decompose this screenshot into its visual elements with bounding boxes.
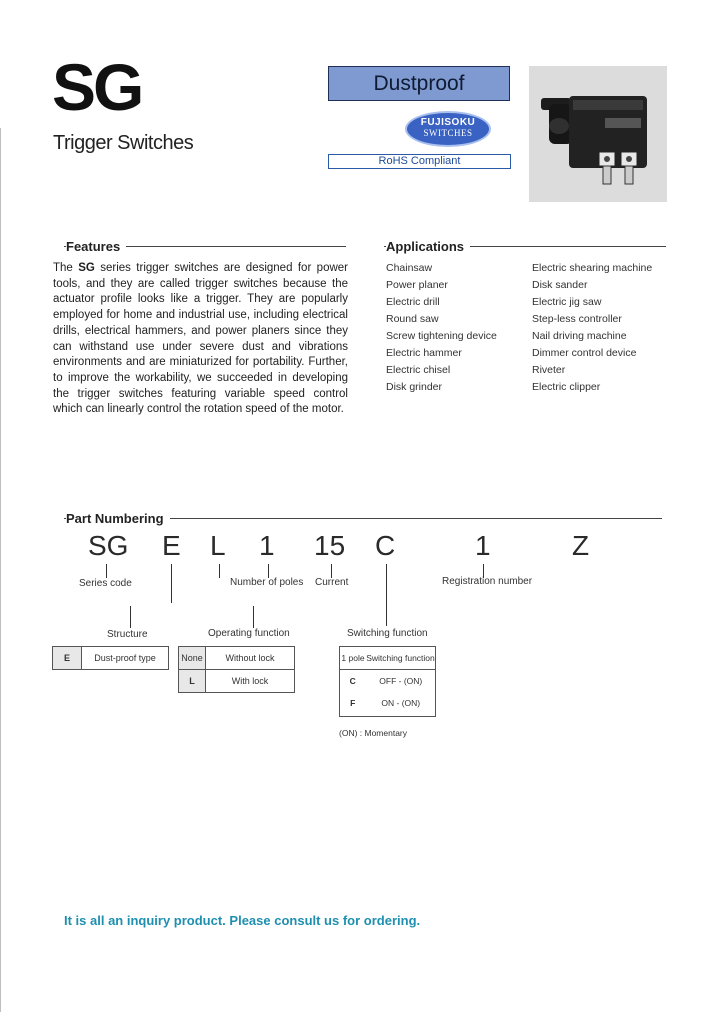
applications-title: Applications <box>386 239 470 254</box>
structure-desc: Dust-proof type <box>82 647 169 670</box>
switching-table-frame <box>339 668 436 717</box>
brand-logo <box>405 111 491 147</box>
application-item: Dimmer control device <box>532 347 637 359</box>
features-series-term: SG <box>78 262 95 274</box>
application-item: Electric jig saw <box>532 296 602 308</box>
structure-code: E <box>53 647 82 670</box>
features-title: Features <box>66 239 126 254</box>
series-code-label: Series code <box>79 578 132 589</box>
table-row <box>179 670 295 693</box>
structure-connector-lower <box>130 606 131 628</box>
structure-table <box>52 646 169 670</box>
structure-label: Structure <box>107 629 148 640</box>
application-item: Chainsaw <box>386 262 433 274</box>
switching-function-label: Switching function <box>347 628 428 639</box>
code-series: SG <box>88 530 129 561</box>
inquiry-notice: It is all an inquiry product. Please consult us for ordering. <box>64 913 421 928</box>
switching-code: F <box>350 698 356 708</box>
product-photo <box>529 66 667 202</box>
rohs-badge: RoHS Compliant <box>328 154 511 169</box>
page-edge-rule <box>0 128 1 1012</box>
features-body: series trigger switches are designed for power tools, and they are called trigger switches because the actuator profile looks like a trigger. They are popularly employed for home and industrial use, including electrical drills, electrical hammers, and power planers since they can withstand use under severe dust and vibrations environments and are miniaturized for portability. Further, to improve the workability, we succeeded in developing the trigger switches featuring variable speed control which can linearly control the rotation speed of the motor. <box>53 262 349 416</box>
registration-number-label: Registration number <box>442 576 533 587</box>
table-row <box>179 647 295 670</box>
momentary-note: (ON) : Momentary <box>339 728 408 738</box>
table-row <box>340 647 436 670</box>
switching-header-desc: Switching function <box>366 647 436 670</box>
series-connector <box>106 564 107 578</box>
application-item: Electric clipper <box>532 381 601 393</box>
operating-code: L <box>179 670 206 693</box>
operating-code: None <box>179 647 206 670</box>
operating-connector-lower <box>253 606 254 628</box>
poles-connector <box>268 564 269 578</box>
code-suffix: Z <box>572 530 590 561</box>
application-item: Electric chisel <box>386 364 451 376</box>
switching-code: C <box>349 676 356 686</box>
structure-connector-upper <box>171 564 172 603</box>
operating-desc: With lock <box>206 670 295 693</box>
application-item: Step-less controller <box>532 313 622 325</box>
application-item: Round saw <box>386 313 439 325</box>
dustproof-badge: Dustproof <box>328 66 510 101</box>
application-item: Electric shearing machine <box>532 262 653 274</box>
operating-connector-upper <box>219 564 220 578</box>
brand-logo-line2: SWITCHES <box>423 128 473 138</box>
code-switching: C <box>375 530 396 561</box>
switching-desc: ON - (ON) <box>381 698 421 708</box>
operating-desc: Without lock <box>206 647 295 670</box>
code-structure: E <box>162 530 181 561</box>
code-operating: L <box>210 530 226 561</box>
table-row <box>53 647 169 670</box>
switching-header-code: 1 pole <box>340 647 367 670</box>
application-item: Electric hammer <box>386 347 462 359</box>
trigger-switch-image <box>529 66 667 202</box>
switching-connector <box>386 564 387 626</box>
application-item: Power planer <box>386 279 448 291</box>
switching-desc: OFF - (ON) <box>379 676 423 686</box>
application-item: Electric drill <box>386 296 440 308</box>
features-paragraph <box>53 261 348 418</box>
current-connector <box>331 564 332 578</box>
features-intro: The <box>53 262 79 274</box>
application-item: Disk sander <box>532 279 588 291</box>
brand-logo-line1: FUJISOKU <box>420 117 476 128</box>
application-item: Riveter <box>532 364 566 376</box>
application-item: Disk grinder <box>386 381 443 393</box>
operating-function-label: Operating function <box>208 628 290 639</box>
code-poles: 1 <box>259 530 275 561</box>
current-label: Current <box>315 577 349 588</box>
code-registration: 1 <box>475 530 491 561</box>
page-subtitle: Trigger Switches <box>53 132 194 154</box>
part-numbering-title: Part Numbering <box>66 511 170 526</box>
application-item: Nail driving machine <box>532 330 627 342</box>
code-current: 15 <box>314 530 346 561</box>
number-of-poles-label: Number of poles <box>230 577 304 588</box>
operating-function-table <box>178 646 295 693</box>
application-item: Screw tightening device <box>386 330 497 342</box>
series-title: SG <box>52 50 142 124</box>
